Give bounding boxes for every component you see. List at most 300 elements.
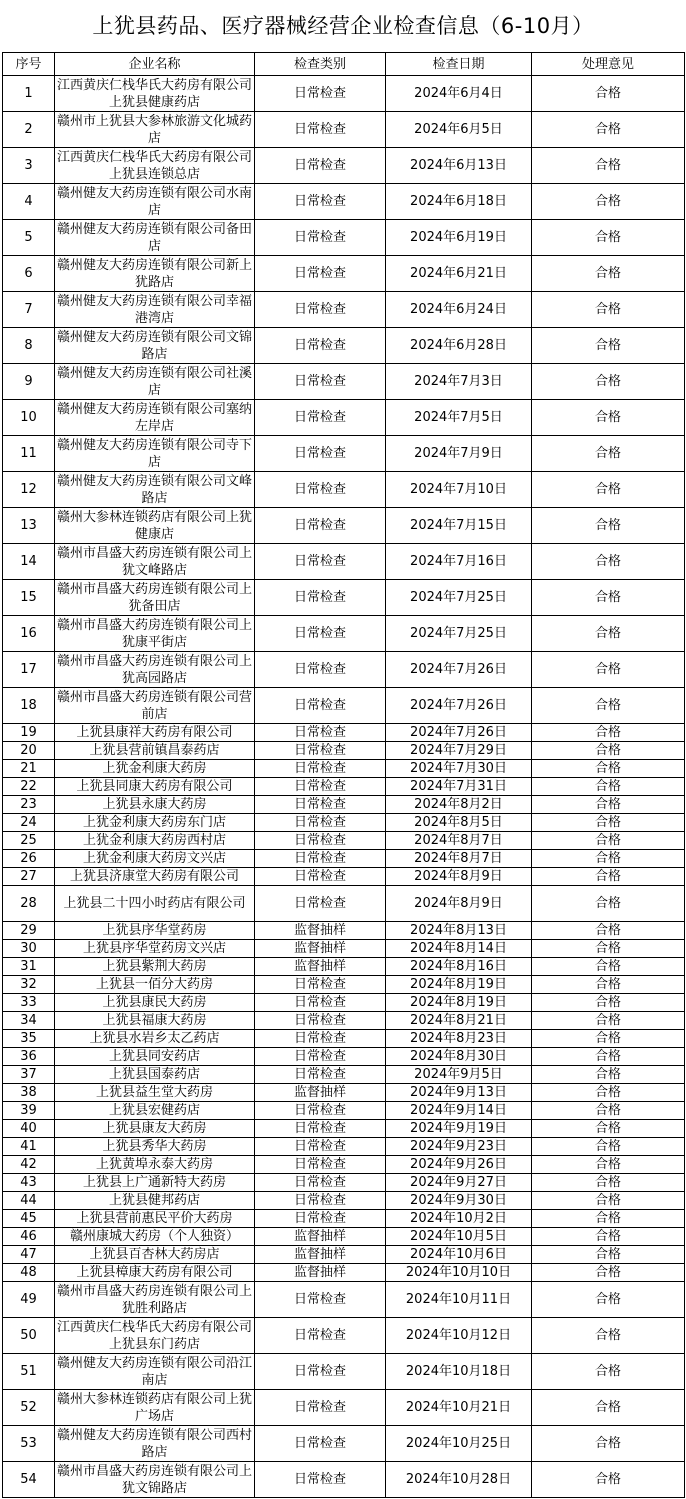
table-row — [3, 328, 685, 364]
inspection-date-cell: 2024年7月26日 — [386, 688, 532, 724]
row-number-cell: 39 — [3, 1102, 55, 1120]
result-cell: 合格 — [532, 1102, 685, 1120]
inspection-date-cell: 2024年10月21日 — [386, 1390, 532, 1426]
row-number-cell: 50 — [3, 1318, 55, 1354]
company-name-cell: 赣州健友大药房连锁有限公司社溪店 — [55, 364, 255, 400]
result-cell: 合格 — [532, 652, 685, 688]
inspection-date-cell: 2024年6月19日 — [386, 220, 532, 256]
row-number-cell: 29 — [3, 922, 55, 940]
company-name-cell: 江西黄庆仁栈华氏大药房有限公司上犹县健康药店 — [55, 76, 255, 112]
company-name-cell: 赣州大参林连锁药店有限公司上犹健康店 — [55, 508, 255, 544]
result-cell: 合格 — [532, 994, 685, 1012]
table-row — [3, 76, 685, 112]
company-name-cell: 上犹金利康大药房文兴店 — [55, 850, 255, 868]
inspection-date-cell: 2024年6月5日 — [386, 112, 532, 148]
row-number-cell: 2 — [3, 112, 55, 148]
inspection-type-cell: 日常检查 — [255, 778, 386, 796]
company-name-cell: 上犹县康民大药房 — [55, 994, 255, 1012]
row-number-cell: 47 — [3, 1246, 55, 1264]
inspection-type-cell: 日常检查 — [255, 1048, 386, 1066]
inspection-type-cell: 日常检查 — [255, 1282, 386, 1318]
table-row — [3, 850, 685, 868]
row-number-cell: 7 — [3, 292, 55, 328]
row-number-cell: 43 — [3, 1174, 55, 1192]
inspection-type-cell: 日常检查 — [255, 1156, 386, 1174]
row-number-cell: 23 — [3, 796, 55, 814]
result-cell: 合格 — [532, 1156, 685, 1174]
result-cell: 合格 — [532, 580, 685, 616]
result-cell: 合格 — [532, 1192, 685, 1210]
inspection-date-cell: 2024年8月9日 — [386, 868, 532, 886]
inspection-type-cell: 日常检查 — [255, 328, 386, 364]
inspection-type-cell: 日常检查 — [255, 1192, 386, 1210]
row-number-cell: 34 — [3, 1012, 55, 1030]
inspection-type-cell: 日常检查 — [255, 1354, 386, 1390]
table-row — [3, 832, 685, 850]
row-number-cell: 48 — [3, 1264, 55, 1282]
inspection-type-cell: 日常检查 — [255, 868, 386, 886]
result-cell: 合格 — [532, 1228, 685, 1246]
header-no: 序号 — [3, 53, 55, 76]
table-row — [3, 508, 685, 544]
inspection-type-cell: 监督抽样 — [255, 1084, 386, 1102]
row-number-cell: 22 — [3, 778, 55, 796]
inspection-type-cell: 日常检查 — [255, 742, 386, 760]
company-name-cell: 上犹县同安药店 — [55, 1048, 255, 1066]
table-row — [3, 1048, 685, 1066]
row-number-cell: 33 — [3, 994, 55, 1012]
row-number-cell: 24 — [3, 814, 55, 832]
inspection-type-cell: 日常检查 — [255, 1210, 386, 1228]
inspection-type-cell: 日常检查 — [255, 472, 386, 508]
table-row — [3, 1084, 685, 1102]
inspection-date-cell: 2024年7月5日 — [386, 400, 532, 436]
inspection-type-cell: 日常检查 — [255, 580, 386, 616]
table-row — [3, 1138, 685, 1156]
row-number-cell: 27 — [3, 868, 55, 886]
result-cell: 合格 — [532, 76, 685, 112]
inspection-date-cell: 2024年8月19日 — [386, 976, 532, 994]
company-name-cell: 江西黄庆仁栈华氏大药房有限公司上犹县东门药店 — [55, 1318, 255, 1354]
inspection-date-cell: 2024年8月7日 — [386, 850, 532, 868]
row-number-cell: 41 — [3, 1138, 55, 1156]
row-number-cell: 26 — [3, 850, 55, 868]
inspection-date-cell: 2024年8月7日 — [386, 832, 532, 850]
company-name-cell: 上犹县福康大药房 — [55, 1012, 255, 1030]
inspection-date-cell: 2024年10月5日 — [386, 1228, 532, 1246]
company-name-cell: 赣州市昌盛大药房连锁有限公司上犹文峰路店 — [55, 544, 255, 580]
result-cell: 合格 — [532, 1318, 685, 1354]
table-row — [3, 580, 685, 616]
result-cell: 合格 — [532, 832, 685, 850]
inspection-type-cell: 日常检查 — [255, 1012, 386, 1030]
inspection-date-cell: 2024年9月26日 — [386, 1156, 532, 1174]
company-name-cell: 赣州大参林连锁药店有限公司上犹广场店 — [55, 1390, 255, 1426]
inspection-type-cell: 日常检查 — [255, 760, 386, 778]
company-name-cell: 赣州市昌盛大药房连锁有限公司上犹高园路店 — [55, 652, 255, 688]
result-cell: 合格 — [532, 742, 685, 760]
company-name-cell: 上犹黄埠永泰大药房 — [55, 1156, 255, 1174]
company-name-cell: 赣州市昌盛大药房连锁有限公司上犹备田店 — [55, 580, 255, 616]
table-row — [3, 1264, 685, 1282]
inspection-date-cell: 2024年9月19日 — [386, 1120, 532, 1138]
inspection-date-cell: 2024年8月23日 — [386, 1030, 532, 1048]
inspection-type-cell: 日常检查 — [255, 1030, 386, 1048]
inspection-type-cell: 监督抽样 — [255, 958, 386, 976]
result-cell: 合格 — [532, 112, 685, 148]
company-name-cell: 上犹县同康大药房有限公司 — [55, 778, 255, 796]
inspection-date-cell: 2024年10月28日 — [386, 1462, 532, 1498]
inspection-type-cell: 日常检查 — [255, 364, 386, 400]
table-row — [3, 436, 685, 472]
inspection-date-cell: 2024年7月10日 — [386, 472, 532, 508]
inspection-type-cell: 日常检查 — [255, 184, 386, 220]
result-cell: 合格 — [532, 1012, 685, 1030]
table-row — [3, 1192, 685, 1210]
row-number-cell: 17 — [3, 652, 55, 688]
result-cell: 合格 — [532, 850, 685, 868]
result-cell: 合格 — [532, 1390, 685, 1426]
result-cell: 合格 — [532, 1066, 685, 1084]
company-name-cell: 赣州健友大药房连锁有限公司文锦路店 — [55, 328, 255, 364]
table-row — [3, 688, 685, 724]
inspection-type-cell: 日常检查 — [255, 1066, 386, 1084]
table-row — [3, 1120, 685, 1138]
inspection-date-cell: 2024年10月18日 — [386, 1354, 532, 1390]
inspection-date-cell: 2024年7月15日 — [386, 508, 532, 544]
result-cell: 合格 — [532, 1282, 685, 1318]
company-name-cell: 上犹县紫荆大药房 — [55, 958, 255, 976]
row-number-cell: 38 — [3, 1084, 55, 1102]
company-name-cell: 赣州市昌盛大药房连锁有限公司上犹胜利路店 — [55, 1282, 255, 1318]
company-name-cell: 上犹县永康大药房 — [55, 796, 255, 814]
table-row — [3, 1012, 685, 1030]
result-cell: 合格 — [532, 724, 685, 742]
inspection-date-cell: 2024年8月21日 — [386, 1012, 532, 1030]
inspection-type-cell: 日常检查 — [255, 148, 386, 184]
inspection-date-cell: 2024年6月18日 — [386, 184, 532, 220]
company-name-cell: 上犹县国泰药店 — [55, 1066, 255, 1084]
result-cell: 合格 — [532, 400, 685, 436]
result-cell: 合格 — [532, 886, 685, 922]
company-name-cell: 上犹县营前镇昌泰药店 — [55, 742, 255, 760]
result-cell: 合格 — [532, 1210, 685, 1228]
inspection-type-cell: 日常检查 — [255, 814, 386, 832]
table-row — [3, 922, 685, 940]
row-number-cell: 30 — [3, 940, 55, 958]
row-number-cell: 3 — [3, 148, 55, 184]
inspection-date-cell: 2024年9月14日 — [386, 1102, 532, 1120]
row-number-cell: 44 — [3, 1192, 55, 1210]
table-row — [3, 1174, 685, 1192]
inspection-type-cell: 日常检查 — [255, 1318, 386, 1354]
company-name-cell: 江西黄庆仁栈华氏大药房有限公司上犹县连锁总店 — [55, 148, 255, 184]
result-cell: 合格 — [532, 1030, 685, 1048]
row-number-cell: 13 — [3, 508, 55, 544]
row-number-cell: 36 — [3, 1048, 55, 1066]
result-cell: 合格 — [532, 922, 685, 940]
table-row — [3, 1228, 685, 1246]
row-number-cell: 4 — [3, 184, 55, 220]
row-number-cell: 28 — [3, 886, 55, 922]
inspection-type-cell: 日常检查 — [255, 832, 386, 850]
inspection-type-cell: 监督抽样 — [255, 922, 386, 940]
result-cell: 合格 — [532, 1264, 685, 1282]
inspection-type-cell: 日常检查 — [255, 1390, 386, 1426]
inspection-date-cell: 2024年10月25日 — [386, 1426, 532, 1462]
row-number-cell: 5 — [3, 220, 55, 256]
inspection-date-cell: 2024年7月30日 — [386, 760, 532, 778]
inspection-date-cell: 2024年9月30日 — [386, 1192, 532, 1210]
inspection-type-cell: 日常检查 — [255, 1120, 386, 1138]
result-cell: 合格 — [532, 1246, 685, 1264]
company-name-cell: 赣州市昌盛大药房连锁有限公司上犹文锦路店 — [55, 1462, 255, 1498]
inspection-date-cell: 2024年7月31日 — [386, 778, 532, 796]
inspection-type-cell: 监督抽样 — [255, 1264, 386, 1282]
row-number-cell: 8 — [3, 328, 55, 364]
inspection-date-cell: 2024年7月26日 — [386, 724, 532, 742]
inspection-date-cell: 2024年10月12日 — [386, 1318, 532, 1354]
inspection-type-cell: 日常检查 — [255, 1174, 386, 1192]
company-name-cell: 上犹金利康大药房 — [55, 760, 255, 778]
row-number-cell: 45 — [3, 1210, 55, 1228]
result-cell: 合格 — [532, 1426, 685, 1462]
inspection-date-cell: 2024年6月24日 — [386, 292, 532, 328]
inspection-date-cell: 2024年9月27日 — [386, 1174, 532, 1192]
company-name-cell: 上犹县序华堂药房文兴店 — [55, 940, 255, 958]
header-type: 检查类别 — [255, 53, 386, 76]
inspection-type-cell: 日常检查 — [255, 544, 386, 580]
company-name-cell: 赣州健友大药房连锁有限公司寺下店 — [55, 436, 255, 472]
table-row — [3, 616, 685, 652]
row-number-cell: 32 — [3, 976, 55, 994]
row-number-cell: 11 — [3, 436, 55, 472]
inspection-type-cell: 日常检查 — [255, 976, 386, 994]
row-number-cell: 40 — [3, 1120, 55, 1138]
inspection-type-cell: 日常检查 — [255, 400, 386, 436]
inspection-date-cell: 2024年7月25日 — [386, 616, 532, 652]
inspection-date-cell: 2024年7月3日 — [386, 364, 532, 400]
table-row — [3, 814, 685, 832]
table-row — [3, 1156, 685, 1174]
row-number-cell: 31 — [3, 958, 55, 976]
table-row — [3, 940, 685, 958]
result-cell: 合格 — [532, 958, 685, 976]
inspection-type-cell: 日常检查 — [255, 1426, 386, 1462]
table-row — [3, 976, 685, 994]
table-row — [3, 760, 685, 778]
company-name-cell: 赣州市昌盛大药房连锁有限公司上犹康平街店 — [55, 616, 255, 652]
company-name-cell: 赣州健友大药房连锁有限公司幸福港湾店 — [55, 292, 255, 328]
company-name-cell: 赣州健友大药房连锁有限公司新上犹路店 — [55, 256, 255, 292]
company-name-cell: 赣州康城大药房（个人独资） — [55, 1228, 255, 1246]
inspection-date-cell: 2024年10月10日 — [386, 1264, 532, 1282]
table-row — [3, 958, 685, 976]
result-cell: 合格 — [532, 1462, 685, 1498]
table-row — [3, 400, 685, 436]
table-row — [3, 472, 685, 508]
table-row — [3, 868, 685, 886]
result-cell: 合格 — [532, 292, 685, 328]
inspection-date-cell: 2024年9月5日 — [386, 1066, 532, 1084]
row-number-cell: 46 — [3, 1228, 55, 1246]
result-cell: 合格 — [532, 1174, 685, 1192]
inspection-type-cell: 日常检查 — [255, 616, 386, 652]
row-number-cell: 51 — [3, 1354, 55, 1390]
table-row — [3, 1246, 685, 1264]
table-row — [3, 1426, 685, 1462]
row-number-cell: 49 — [3, 1282, 55, 1318]
result-cell: 合格 — [532, 778, 685, 796]
inspection-date-cell: 2024年8月9日 — [386, 886, 532, 922]
table-row — [3, 724, 685, 742]
result-cell: 合格 — [532, 472, 685, 508]
inspection-date-cell: 2024年6月13日 — [386, 148, 532, 184]
inspection-type-cell: 日常检查 — [255, 256, 386, 292]
result-cell: 合格 — [532, 148, 685, 184]
inspection-date-cell: 2024年6月28日 — [386, 328, 532, 364]
company-name-cell: 上犹县营前惠民平价大药房 — [55, 1210, 255, 1228]
inspection-type-cell: 日常检查 — [255, 652, 386, 688]
page-title: 上犹县药品、医疗器械经营企业检查信息（6-10月） — [92, 14, 594, 38]
company-name-cell: 赣州健友大药房连锁有限公司备田店 — [55, 220, 255, 256]
company-name-cell: 上犹县康友大药房 — [55, 1120, 255, 1138]
result-cell: 合格 — [532, 220, 685, 256]
result-cell: 合格 — [532, 1138, 685, 1156]
company-name-cell: 上犹县上广通新特大药房 — [55, 1174, 255, 1192]
table-row — [3, 256, 685, 292]
inspection-date-cell: 2024年9月23日 — [386, 1138, 532, 1156]
result-cell: 合格 — [532, 436, 685, 472]
table-row — [3, 1282, 685, 1318]
result-cell: 合格 — [532, 940, 685, 958]
company-name-cell: 上犹金利康大药房东门店 — [55, 814, 255, 832]
inspection-type-cell: 日常检查 — [255, 1462, 386, 1498]
result-cell: 合格 — [532, 814, 685, 832]
inspection-date-cell: 2024年8月14日 — [386, 940, 532, 958]
inspection-type-cell: 日常检查 — [255, 508, 386, 544]
result-cell: 合格 — [532, 868, 685, 886]
company-name-cell: 赣州健友大药房连锁有限公司沿江南店 — [55, 1354, 255, 1390]
company-name-cell: 上犹县序华堂药房 — [55, 922, 255, 940]
table-row — [3, 1102, 685, 1120]
row-number-cell: 20 — [3, 742, 55, 760]
inspection-type-cell: 日常检查 — [255, 1138, 386, 1156]
company-name-cell: 上犹县健邦药店 — [55, 1192, 255, 1210]
inspection-date-cell: 2024年7月16日 — [386, 544, 532, 580]
inspection-date-cell: 2024年8月16日 — [386, 958, 532, 976]
table-row — [3, 544, 685, 580]
row-number-cell: 54 — [3, 1462, 55, 1498]
inspection-date-cell: 2024年7月29日 — [386, 742, 532, 760]
inspection-date-cell: 2024年10月2日 — [386, 1210, 532, 1228]
inspection-date-cell: 2024年6月21日 — [386, 256, 532, 292]
row-number-cell: 6 — [3, 256, 55, 292]
result-cell: 合格 — [532, 1084, 685, 1102]
table-row — [3, 184, 685, 220]
result-cell: 合格 — [532, 508, 685, 544]
table-row — [3, 994, 685, 1012]
company-name-cell: 上犹县一佰分大药房 — [55, 976, 255, 994]
company-name-cell: 上犹县宏健药店 — [55, 1102, 255, 1120]
company-name-cell: 赣州健友大药房连锁有限公司塞纳左岸店 — [55, 400, 255, 436]
inspection-date-cell: 2024年7月25日 — [386, 580, 532, 616]
header-result: 处理意见 — [532, 53, 685, 76]
result-cell: 合格 — [532, 976, 685, 994]
row-number-cell: 53 — [3, 1426, 55, 1462]
row-number-cell: 21 — [3, 760, 55, 778]
company-name-cell: 上犹县水岩乡太乙药店 — [55, 1030, 255, 1048]
header-company: 企业名称 — [55, 53, 255, 76]
result-cell: 合格 — [532, 1354, 685, 1390]
result-cell: 合格 — [532, 1120, 685, 1138]
table-row — [3, 1390, 685, 1426]
inspection-date-cell: 2024年10月6日 — [386, 1246, 532, 1264]
result-cell: 合格 — [532, 688, 685, 724]
table-row — [3, 292, 685, 328]
inspection-table — [2, 52, 685, 1498]
result-cell: 合格 — [532, 1048, 685, 1066]
result-cell: 合格 — [532, 256, 685, 292]
table-row — [3, 112, 685, 148]
row-number-cell: 12 — [3, 472, 55, 508]
company-name-cell: 上犹县秀华大药房 — [55, 1138, 255, 1156]
inspection-date-cell: 2024年6月4日 — [386, 76, 532, 112]
inspection-type-cell: 日常检查 — [255, 436, 386, 472]
result-cell: 合格 — [532, 184, 685, 220]
inspection-date-cell: 2024年8月13日 — [386, 922, 532, 940]
row-number-cell: 25 — [3, 832, 55, 850]
inspection-type-cell: 日常检查 — [255, 688, 386, 724]
header-date: 检查日期 — [386, 53, 532, 76]
inspection-type-cell: 日常检查 — [255, 886, 386, 922]
row-number-cell: 42 — [3, 1156, 55, 1174]
table-row — [3, 1030, 685, 1048]
company-name-cell: 上犹县康祥大药房有限公司 — [55, 724, 255, 742]
row-number-cell: 9 — [3, 364, 55, 400]
row-number-cell: 35 — [3, 1030, 55, 1048]
inspection-date-cell: 2024年10月11日 — [386, 1282, 532, 1318]
inspection-type-cell: 日常检查 — [255, 994, 386, 1012]
table-row — [3, 886, 685, 922]
row-number-cell: 18 — [3, 688, 55, 724]
company-name-cell: 上犹县二十四小时药店有限公司 — [55, 886, 255, 922]
row-number-cell: 14 — [3, 544, 55, 580]
result-cell: 合格 — [532, 544, 685, 580]
inspection-type-cell: 日常检查 — [255, 220, 386, 256]
table-row — [3, 1066, 685, 1084]
company-name-cell: 赣州市昌盛大药房连锁有限公司营前店 — [55, 688, 255, 724]
inspection-type-cell: 监督抽样 — [255, 1228, 386, 1246]
inspection-type-cell: 日常检查 — [255, 1102, 386, 1120]
table-header-row — [3, 53, 685, 76]
table-row — [3, 796, 685, 814]
table-row — [3, 1462, 685, 1498]
table-row — [3, 148, 685, 184]
table-body — [3, 76, 685, 1498]
result-cell: 合格 — [532, 616, 685, 652]
company-name-cell: 赣州健友大药房连锁有限公司文峰路店 — [55, 472, 255, 508]
table-row — [3, 1354, 685, 1390]
result-cell: 合格 — [532, 796, 685, 814]
inspection-date-cell: 2024年8月19日 — [386, 994, 532, 1012]
table-row — [3, 778, 685, 796]
table-row — [3, 1210, 685, 1228]
row-number-cell: 1 — [3, 76, 55, 112]
inspection-date-cell: 2024年7月26日 — [386, 652, 532, 688]
company-name-cell: 赣州市上犹县大参林旅游文化城药店 — [55, 112, 255, 148]
company-name-cell: 赣州健友大药房连锁有限公司西村路店 — [55, 1426, 255, 1462]
